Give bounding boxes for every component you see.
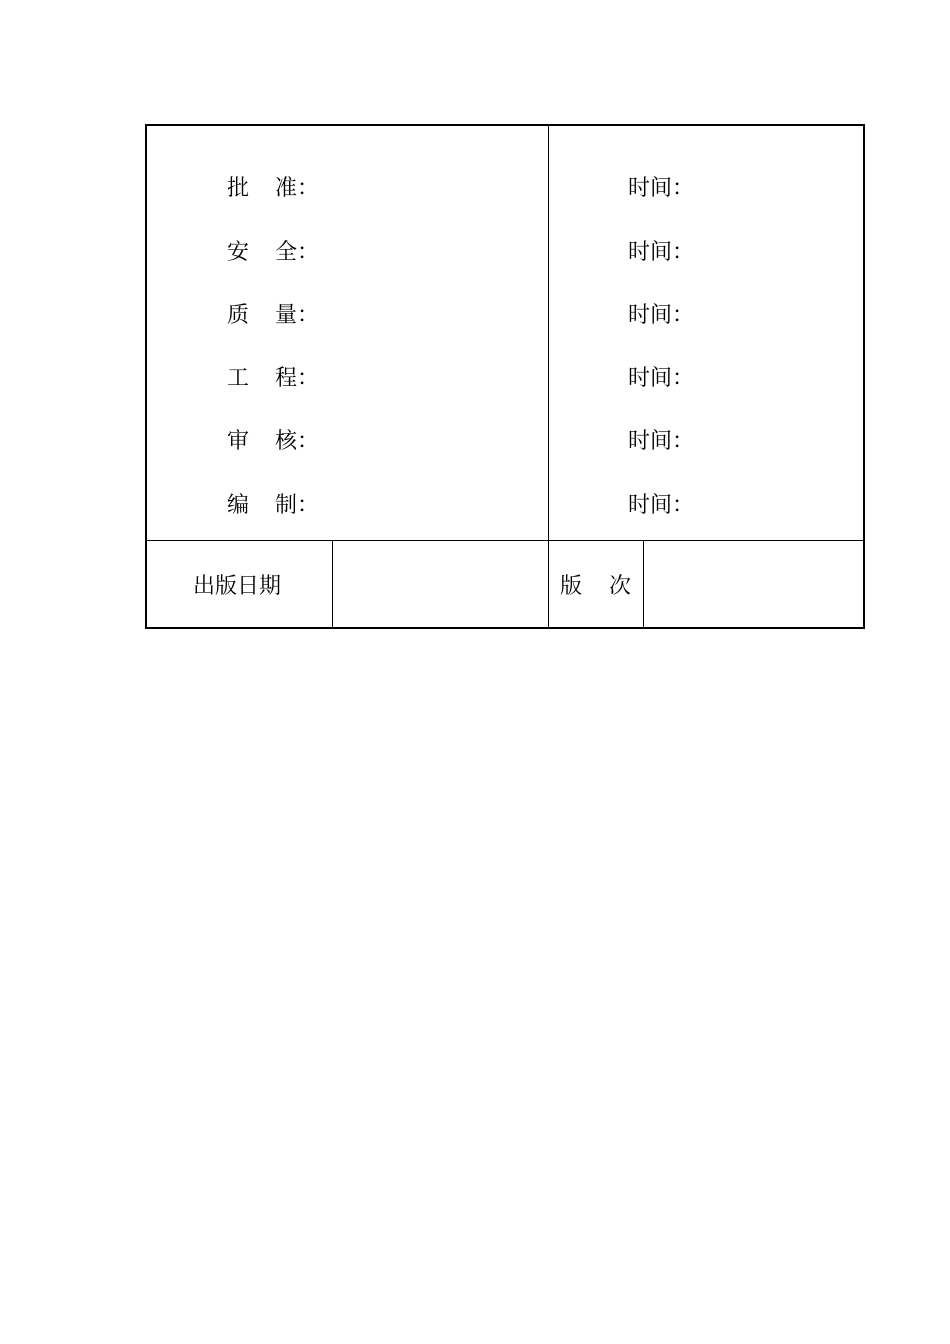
review-time-label: 时间： <box>628 429 695 454</box>
engineering-label-char2: 程 <box>275 366 298 391</box>
safety-label-char1: 安 <box>227 240 250 265</box>
version-label-char1: 版 <box>560 574 583 599</box>
footer-divider-2 <box>643 540 644 629</box>
version-label-char2: 次 <box>609 574 632 599</box>
engineering-label-colon: ： <box>297 366 320 391</box>
prepare-time-label: 时间： <box>628 493 695 518</box>
review-label-char1: 审 <box>227 429 250 454</box>
safety-time-label: 时间： <box>628 240 695 265</box>
engineering-time-label: 时间： <box>628 366 695 391</box>
prepare-label-colon: ： <box>297 493 320 518</box>
approve-label-colon: ： <box>297 176 320 201</box>
prepare-label-char2: 制 <box>275 493 298 518</box>
quality-label-char2: 量 <box>275 303 298 328</box>
row-divider <box>147 540 863 541</box>
safety-label-colon: ： <box>297 240 320 265</box>
column-divider <box>548 126 549 629</box>
engineering-label-char1: 工 <box>227 366 250 391</box>
approval-table <box>145 124 865 629</box>
approve-label-char2: 准 <box>275 176 298 201</box>
approve-label-char1: 批 <box>227 176 250 201</box>
prepare-label-char1: 编 <box>227 493 250 518</box>
quality-label-char1: 质 <box>227 303 250 328</box>
footer-divider-1 <box>332 540 333 629</box>
safety-label-char2: 全 <box>275 240 298 265</box>
review-label-char2: 核 <box>275 429 298 454</box>
review-label-colon: ： <box>297 429 320 454</box>
approve-time-label: 时间： <box>628 176 695 201</box>
publish-date-label: 出版日期 <box>193 574 282 599</box>
quality-label-colon: ： <box>297 303 320 328</box>
quality-time-label: 时间： <box>628 303 695 328</box>
